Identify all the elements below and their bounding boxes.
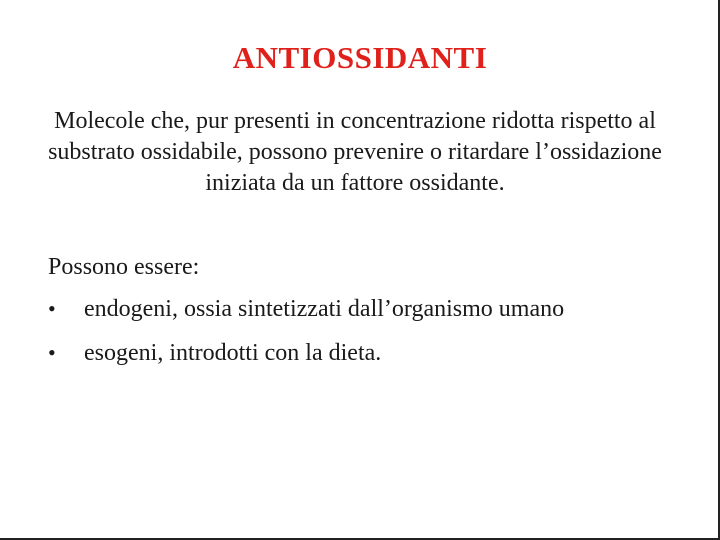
list-item bbox=[48, 338, 688, 368]
definition-text: Molecole che, pur presenti in concentrazione ridotta rispetto al substrato ossidabile, possono prevenire o ritardare l’ossidazione iniziata da un fattore ossidante. bbox=[48, 108, 662, 196]
bullet-marker: • bbox=[48, 340, 56, 365]
bullet-text-esogeni: esogeni, introdotti con la dieta. bbox=[84, 340, 382, 366]
bullet-list bbox=[48, 294, 688, 382]
bullet-text-endogeni: endogeni, ossia sintetizzati dall’organismo umano bbox=[84, 296, 565, 322]
intro-text: Possono essere: bbox=[48, 254, 200, 280]
slide-title: ANTIOSSIDANTI bbox=[232, 40, 488, 75]
bullet-marker: • bbox=[48, 296, 56, 321]
list-item bbox=[48, 294, 688, 324]
